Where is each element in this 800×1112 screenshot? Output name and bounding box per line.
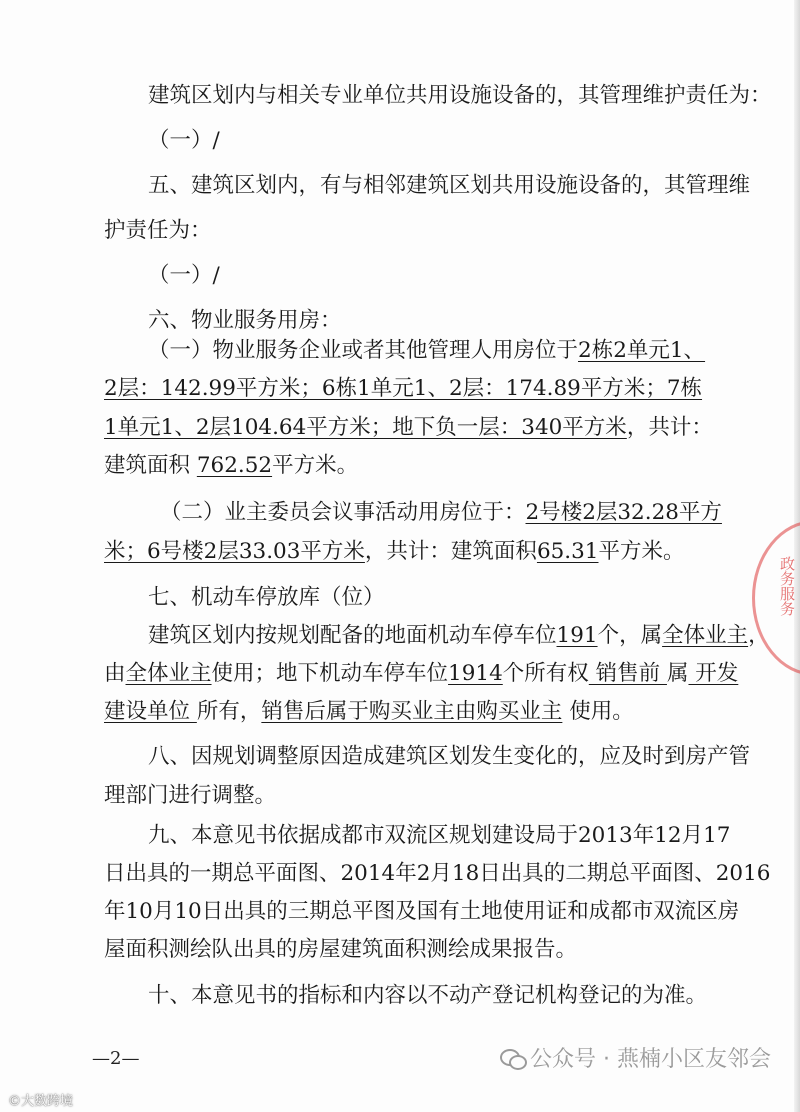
line-text: （二）业主委员会议事活动用房位于： xyxy=(160,500,526,525)
document-line xyxy=(0,126,652,156)
line-text: 所有， xyxy=(196,699,262,724)
underlined-text: 1914 xyxy=(448,661,503,686)
line-text: 个所有权 xyxy=(502,661,589,686)
line-text: ，共计：建筑面积 xyxy=(364,539,537,564)
line-text: ，共计： xyxy=(626,415,713,440)
document-line xyxy=(0,336,706,366)
seal-text: 政务服务 xyxy=(778,556,796,616)
line-text: （一）物业服务企业或者其他管理人用房位于 xyxy=(148,338,579,363)
underlined-text: 191 xyxy=(556,623,598,648)
line-text: 平方米。 xyxy=(272,453,359,478)
underlined-text: 2号楼2层32.28平方 xyxy=(525,500,722,525)
document-line xyxy=(0,742,751,772)
line-text: 七、机动车停放库（位） xyxy=(148,585,385,610)
document-line xyxy=(0,261,652,291)
underlined-text: 开发 xyxy=(688,661,739,686)
document-line xyxy=(0,859,771,889)
underlined-text: 1单元1、2层104.64平方米；地下负一层：340平方米 xyxy=(104,415,627,440)
document-line xyxy=(0,413,713,443)
line-text: 年10月10日出具的三期总平图及国有土地使用证和成都市双流区房 xyxy=(104,899,740,924)
line-text: 属 xyxy=(666,661,689,686)
document-line xyxy=(0,374,703,404)
line-text: ， xyxy=(748,623,770,648)
line-text: 建筑区划内与相关专业单位共用设施设备的，其管理维护责任为： xyxy=(148,83,772,108)
underlined-text: 2层：142.99平方米；6栋1单元1、2层：174.89平方米；7栋 xyxy=(104,376,703,401)
underlined-text: 全体业主 xyxy=(662,623,749,648)
watermark-left: ©大数跨境 xyxy=(8,1094,74,1109)
document-line xyxy=(0,537,696,567)
document-line xyxy=(0,621,770,651)
document-line xyxy=(0,81,772,111)
document-line xyxy=(0,781,696,811)
line-text: 屋面积测绘队出具的房屋建筑面积测绘成果报告。 xyxy=(104,937,578,962)
line-text: 五、建筑区划内，有与相邻建筑区划共用设施设备的，其管理维 xyxy=(148,173,751,198)
document-line xyxy=(0,216,696,246)
line-text: 个，属 xyxy=(597,623,663,648)
wechat-icon xyxy=(500,1047,526,1069)
document-line xyxy=(0,697,696,727)
underlined-text: 全体业主 xyxy=(125,661,212,686)
line-text: 使用；地下机动车停车位 xyxy=(211,661,449,686)
page-number: —2— xyxy=(92,1048,140,1069)
underlined-text: 建设单位 xyxy=(104,699,197,724)
document-line xyxy=(0,451,696,481)
document-line xyxy=(0,498,722,528)
document-line xyxy=(0,897,740,927)
line-text: 使用。 xyxy=(562,699,634,724)
underlined-text: 销售前 xyxy=(588,661,667,686)
line-text: 八、因规划调整原因造成建筑区划发生变化的，应及时到房产管 xyxy=(148,744,751,769)
line-text: 日出具的一期总平面图、2014年2月18日出具的二期总平面图、2016 xyxy=(104,861,771,886)
document-line xyxy=(0,583,652,613)
line-text: 建筑区划内按规划配备的地面机动车停车位 xyxy=(148,623,557,648)
line-text: 由 xyxy=(104,661,126,686)
line-text: 护责任为： xyxy=(104,218,212,243)
underlined-text: 米；6号楼2层33.03平方米 xyxy=(104,539,365,564)
line-text: 建筑面积 xyxy=(104,453,197,478)
document-line xyxy=(0,935,696,965)
line-text: 十、本意见书的指标和内容以不动产登记机构登记的为准。 xyxy=(148,983,708,1008)
document-line xyxy=(0,171,751,201)
watermark-right xyxy=(500,1042,771,1078)
underlined-text: 65.31 xyxy=(536,539,599,564)
underlined-text: 销售后属于购买业主由购买业主 xyxy=(261,699,563,724)
watermark-right-text: 公众号 · 燕楠小区友邻会 xyxy=(530,1047,771,1072)
line-text: 九、本意见书依据成都市双流区规划建设局于2013年12月17 xyxy=(148,823,731,848)
line-text: 理部门进行调整。 xyxy=(104,783,277,808)
underlined-text: 2栋2单元1、 xyxy=(578,338,706,363)
line-text: 平方米。 xyxy=(598,539,685,564)
document-line xyxy=(0,659,739,689)
document-line xyxy=(0,981,708,1011)
underlined-text: 762.52 xyxy=(196,453,273,478)
document-line xyxy=(0,306,652,336)
line-text: 六、物业服务用房： xyxy=(148,308,342,333)
line-text: （一）/ xyxy=(148,263,220,288)
line-text: （一）/ xyxy=(148,128,220,153)
document-line xyxy=(0,821,731,851)
